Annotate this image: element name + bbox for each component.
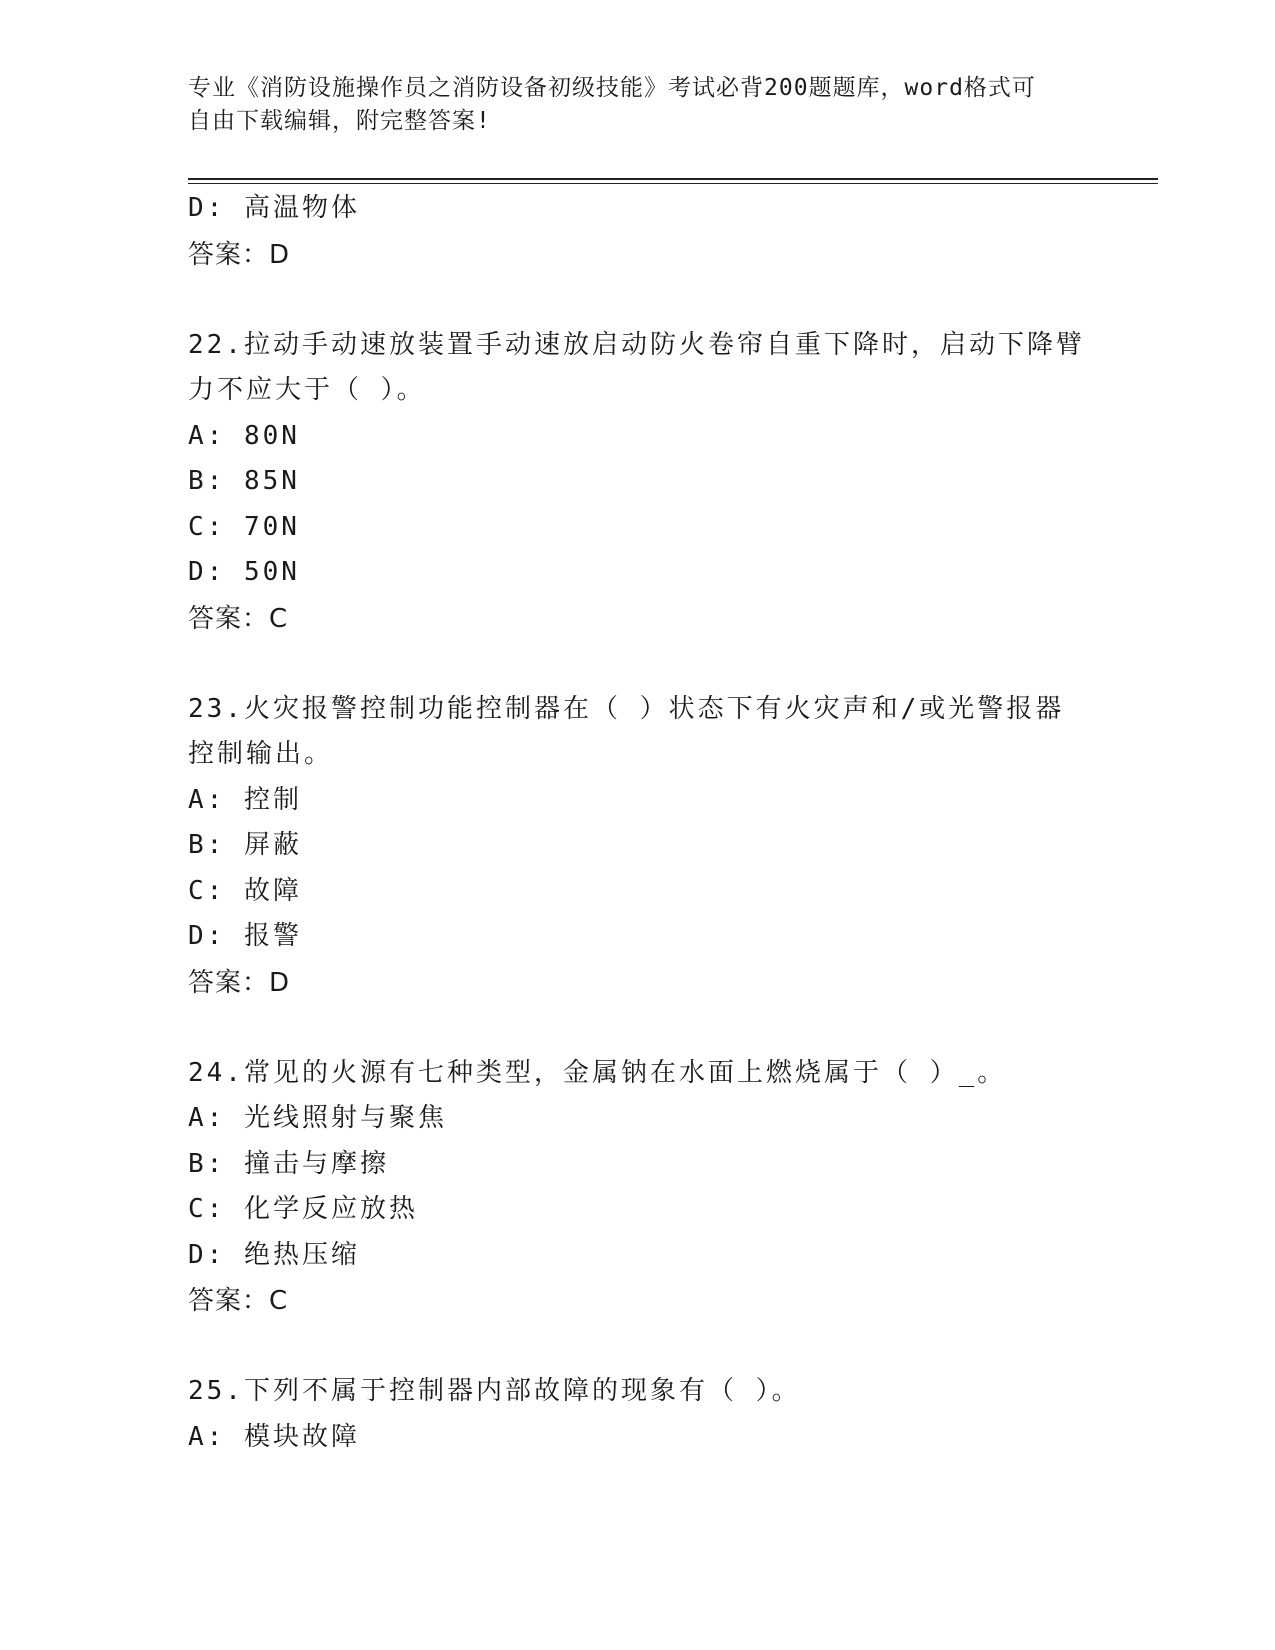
option-d: D: 高温物体 (188, 193, 360, 223)
question-23 (188, 687, 1088, 1006)
spacer (188, 1006, 1088, 1051)
option-d: D: 报警 (188, 921, 302, 951)
option-a: A: 80N (188, 420, 300, 451)
option-a: A: 光线照射与聚焦 (188, 1103, 447, 1133)
option-b: B: 屏蔽 (188, 830, 302, 860)
question-text-continued: 控制输出。 (188, 739, 334, 769)
option-d: D: 50N (188, 557, 300, 587)
option-c: C: 故障 (188, 875, 302, 906)
option-a: A: 控制 (188, 784, 302, 815)
option-c: C: 70N (188, 511, 300, 542)
option-b: B: 85N (188, 466, 300, 496)
spacer (188, 642, 1088, 687)
option-c: C: 化学反应放热 (188, 1194, 418, 1224)
header-line-1: 专业《消防设施操作员之消防设备初级技能》考试必背200题题库，word格式可 (188, 75, 1036, 101)
option-a: A: 模块故障 (188, 1421, 360, 1452)
answer-line: 答案：D (188, 967, 291, 998)
answer-line: 答案：C (188, 603, 289, 634)
question-22 (188, 323, 1088, 642)
question-list (188, 186, 1088, 1460)
answer-line: 答案：C (188, 1286, 289, 1316)
question-text: 24.常见的火源有七种类型，金属钠在水面上燃烧属于（ ）_。 (188, 1057, 1007, 1088)
spacer (188, 1324, 1088, 1369)
option-d: D: 绝热压缩 (188, 1239, 360, 1270)
question-text: 25.下列不属于控制器内部故障的现象有（ ）。 (188, 1376, 801, 1406)
header-divider-thin (188, 183, 1158, 184)
option-b: B: 撞击与摩擦 (188, 1148, 389, 1179)
question-text: 23.火灾报警控制功能控制器在（ ）状态下有火灾声和/或光警报器 (188, 693, 1065, 724)
spacer (188, 278, 1088, 323)
header-divider-thick (188, 178, 1158, 180)
answer-line: 答案：D (188, 239, 291, 270)
question-text-continued: 力不应大于（ ）。 (188, 375, 426, 405)
question-text: 22.拉动手动速放装置手动速放启动防火卷帘自重下降时，启动下降臂 (188, 329, 1085, 360)
question-24 (188, 1051, 1088, 1325)
document-header (188, 72, 1068, 138)
header-line-2: 自由下载编辑，附完整答案! (188, 108, 491, 134)
question-25 (188, 1369, 1088, 1460)
